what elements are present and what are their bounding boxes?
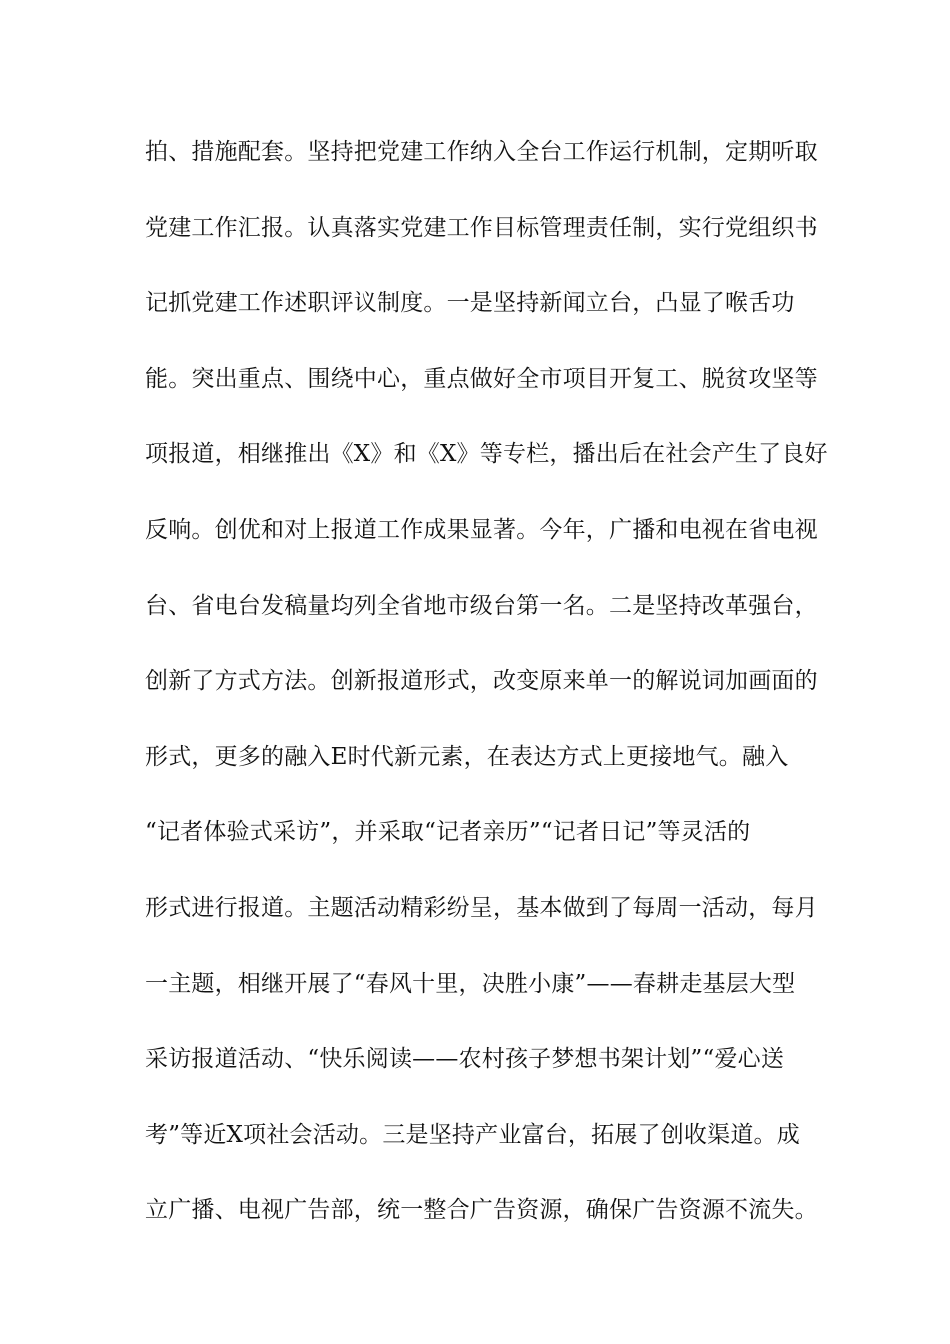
text-line-4: 能。突出重点、围绕中心，重点做好全市项目开复工、脱贫攻坚等 — [145, 365, 818, 392]
text-line-3: 记抓党建工作述职评议制度。一是坚持新闻立台，凸显了喉舌功 — [145, 290, 795, 317]
text-line-12: 一主题，相继开展了“春风十里，决胜小康”——春耕走基层大型 — [145, 970, 796, 997]
text-line-8: 创新了方式方法。创新报道形式，改变原来单一的解说词加画面的 — [145, 668, 818, 695]
text-line-6: 反响。创优和对上报道工作成果显著。今年，广播和电视在省电视 — [145, 516, 818, 543]
text-line-11: 形式进行报道。主题活动精彩纷呈，基本做到了每周一活动，每月 — [145, 894, 818, 921]
text-line-14: 考”等近X项社会活动。三是坚持产业富台，拓展了创收渠道。成 — [145, 1121, 800, 1148]
text-line-15: 立广播、电视广告部，统一整合广告资源，确保广告资源不流失。 — [145, 1197, 818, 1224]
text-line-2: 党建工作汇报。认真落实党建工作目标管理责任制，实行党组织书 — [145, 214, 818, 241]
body-text — [145, 128, 828, 1262]
text-line-7: 台、省电台发稿量均列全省地市级台第一名。二是坚持改革强台， — [145, 592, 818, 619]
text-line-10: “记者体验式采访”，并采取“记者亲历”“记者日记”等灵活的 — [145, 819, 751, 846]
text-line-13: 采访报道活动、“快乐阅读——农村孩子梦想书架计划”“爱心送 — [145, 1046, 785, 1073]
text-line-5: 项报道，相继推出《X》和《X》等专栏，播出后在社会产生了良好 — [145, 441, 828, 468]
text-line-1: 拍、措施配套。坚持把党建工作纳入全台工作运行机制，定期听取 — [145, 139, 818, 165]
text-line-9: 形式，更多的融入E时代新元素，在表达方式上更接地气。融入 — [145, 743, 789, 770]
